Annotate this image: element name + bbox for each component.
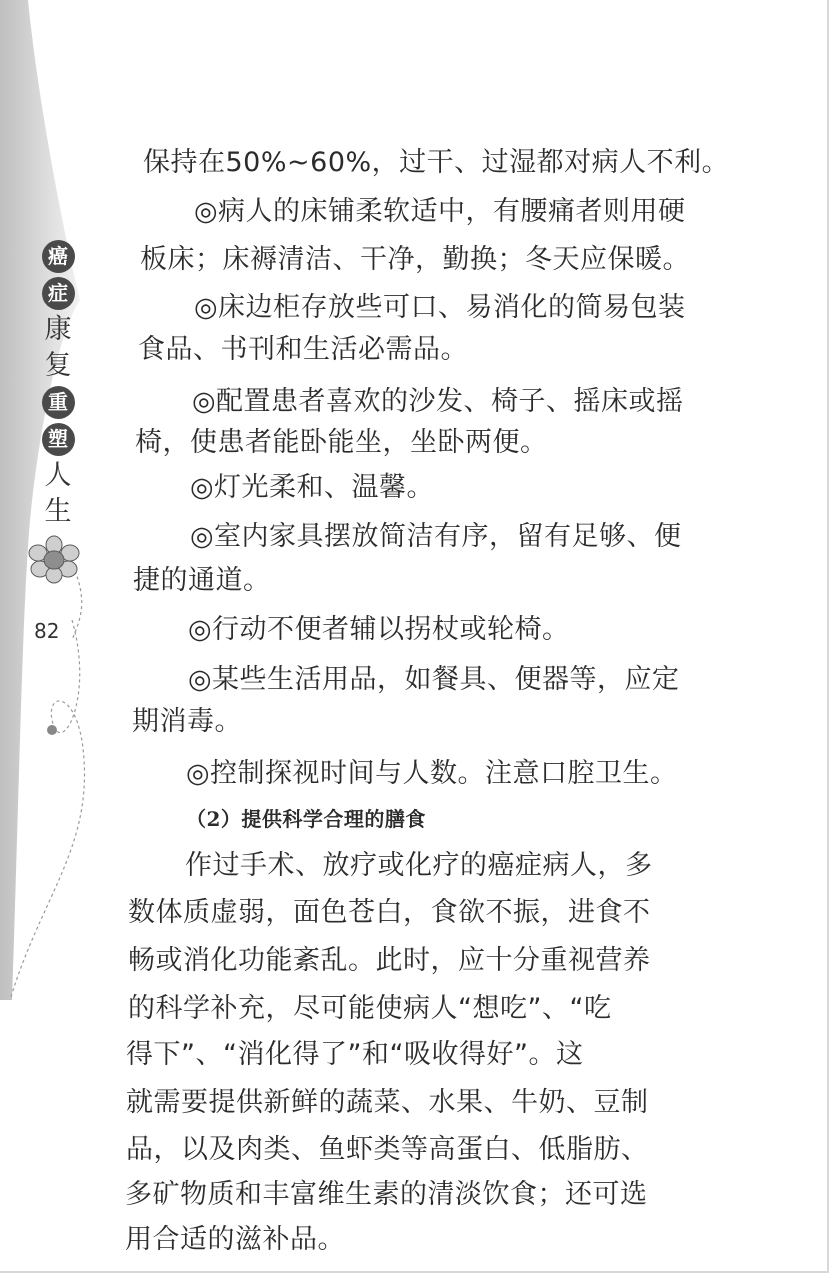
text-line: ◎床边柜存放些可口、易消化的简易包装 [194, 292, 686, 323]
title-char: 生 [44, 496, 72, 527]
text-line: 就需要提供新鲜的蔬菜、水果、牛奶、豆制 [126, 1087, 649, 1118]
text-line: 的科学补充，尽可能使病人“想吃”、“吃 [128, 993, 612, 1024]
title-char: 塑 [42, 423, 75, 456]
title-char: 重 [42, 386, 75, 419]
title-char: 人 [44, 460, 72, 491]
text-line: 椅，使患者能卧能坐，坐卧两便。 [135, 427, 548, 458]
text-line: 多矿物质和丰富维生素的清淡饮食；还可选 [125, 1179, 648, 1210]
text-line: 保持在50%~60%，过干、过湿都对病人不利。 [143, 147, 730, 178]
title-char: 康 [44, 314, 72, 345]
title-char: 复 [44, 350, 72, 381]
title-char: 症 [42, 277, 75, 310]
text-line: 品，以及肉类、鱼虾类等高蛋白、低脂肪、 [126, 1134, 649, 1165]
text-line: 作过手术、放疗或化疗的癌症病人，多 [185, 850, 653, 881]
text-line: ◎某些生活用品，如餐具、便器等，应定 [188, 664, 680, 695]
text-line: ◎灯光柔和、温馨。 [190, 472, 435, 503]
text-line: 得下”、“消化得了”和“吸收得好”。这 [126, 1039, 584, 1070]
text-line: 食品、书刊和生活必需品。 [138, 334, 468, 365]
section-heading: （2）提供科学合理的膳食 [186, 807, 426, 831]
text-line: 捷的通道。 [133, 565, 271, 596]
text-line: ◎行动不便者辅以拐杖或轮椅。 [188, 614, 570, 645]
text-line: 用合适的滋补品。 [125, 1224, 345, 1255]
title-char: 癌 [42, 240, 75, 273]
text-line: 畅或消化功能紊乱。此时，应十分重视营养 [128, 945, 651, 976]
page-number: 82 [34, 619, 60, 643]
text-line: 数体质虚弱，面色苍白，食欲不振，进食不 [128, 897, 651, 928]
text-line: ◎配置患者喜欢的沙发、椅子、摇床或摇 [192, 386, 684, 417]
text-line: 期消毒。 [132, 706, 242, 737]
text-line: ◎室内家具摆放简洁有序，留有足够、便 [190, 521, 682, 552]
text-line: ◎病人的床铺柔软适中，有腰痛者则用硬 [194, 196, 686, 227]
text-line: 板床；床褥清洁、干净，勤换；冬天应保暖。 [140, 244, 690, 275]
text-line: ◎控制探视时间与人数。注意口腔卫生。 [186, 758, 678, 789]
